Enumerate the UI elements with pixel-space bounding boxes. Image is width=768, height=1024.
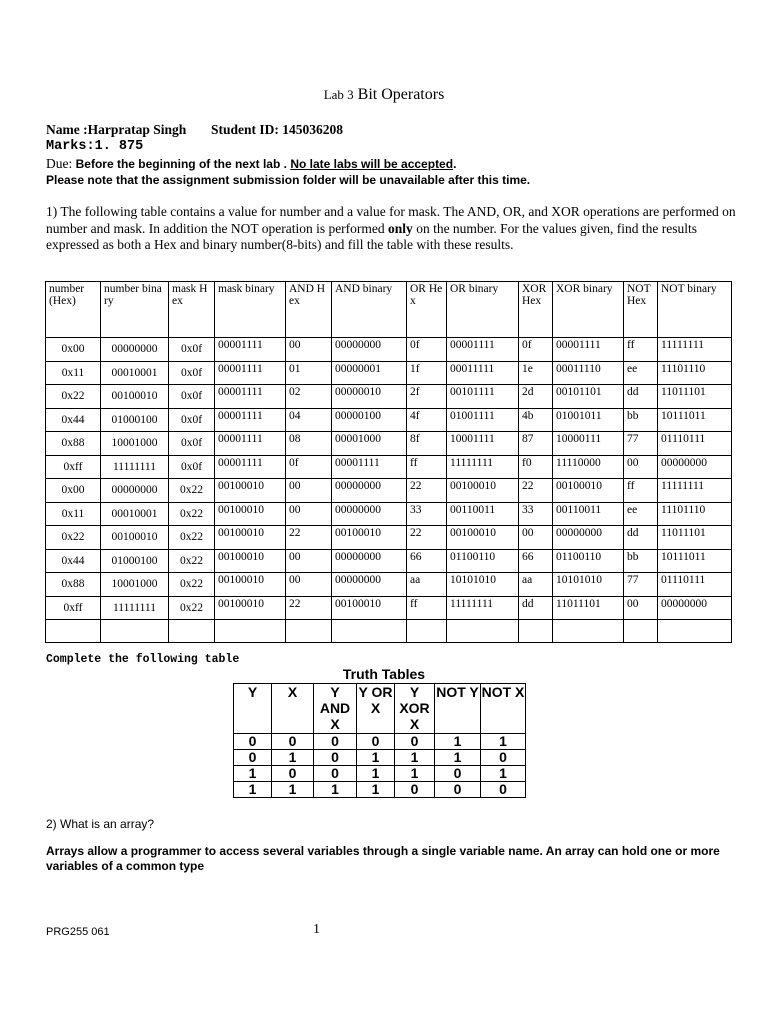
table-cell: 11111111 (101, 455, 169, 479)
table-row (46, 361, 732, 385)
table-cell: 0x11 (46, 361, 101, 385)
truth-table-cell: 1 (234, 766, 272, 782)
table-cell: 10001000 (101, 432, 169, 456)
table-cell: 22 (286, 596, 332, 620)
table-cell: 01000100 (101, 408, 169, 432)
table-cell: 0x00 (46, 479, 101, 503)
table-cell: 00 (519, 526, 553, 550)
table-cell (407, 620, 447, 643)
table-cell: 00001111 (215, 385, 286, 409)
table-cell: 00100010 (332, 596, 407, 620)
table-cell: 00 (286, 479, 332, 503)
table-row (46, 408, 732, 432)
table-cell: 00100010 (215, 526, 286, 550)
table-cell: 0x22 (169, 573, 215, 597)
table-cell: 00001111 (553, 338, 624, 362)
table-cell: ff (407, 455, 447, 479)
table-cell: aa (519, 573, 553, 597)
table-cell: 00100010 (215, 596, 286, 620)
table-cell: dd (624, 385, 658, 409)
table-cell: 2f (407, 385, 447, 409)
table-cell: 0xff (46, 455, 101, 479)
table-cell: 11101110 (658, 502, 732, 526)
table-cell: 2d (519, 385, 553, 409)
table-row (46, 596, 732, 620)
table-cell: 00101111 (447, 385, 519, 409)
truth-table-header: NOT Y (435, 684, 481, 734)
table-cell: 00011111 (447, 361, 519, 385)
table-cell: 10001000 (101, 573, 169, 597)
table-cell: 00001111 (215, 338, 286, 362)
truth-table-row (234, 750, 526, 766)
column-header: XOR Hex (519, 282, 553, 338)
answer-2: Arrays allow a programmer to access several variables through a single variable name. An array can hold one or more variables of a common type (46, 844, 720, 873)
table-cell: 4b (519, 408, 553, 432)
column-header: AND Hex (286, 282, 332, 338)
truth-table-cell: 1 (234, 782, 272, 798)
truth-table-cell: 1 (395, 766, 435, 782)
table-cell: 11111111 (658, 338, 732, 362)
table-cell: 1e (519, 361, 553, 385)
table-cell: 00010001 (101, 502, 169, 526)
table-cell: 10001111 (447, 432, 519, 456)
truth-table-cell: 1 (272, 750, 314, 766)
table-cell (332, 620, 407, 643)
table-cell: 0x22 (169, 549, 215, 573)
table-cell: bb (624, 549, 658, 573)
table-cell: 00100010 (215, 549, 286, 573)
table-cell: 01 (286, 361, 332, 385)
table-cell (447, 620, 519, 643)
table-cell: 00100010 (553, 479, 624, 503)
table-cell: 87 (519, 432, 553, 456)
column-header: mask Hex (169, 282, 215, 338)
table-cell: 0x0f (169, 385, 215, 409)
table-cell: 00001111 (215, 455, 286, 479)
table-row (46, 385, 732, 409)
truth-table-cell: 1 (435, 734, 481, 750)
table-cell: 02 (286, 385, 332, 409)
table-cell: 10111011 (658, 549, 732, 573)
truth-table-cell: 1 (357, 766, 395, 782)
table-cell: 00000100 (332, 408, 407, 432)
table-cell: 01001011 (553, 408, 624, 432)
table-row (46, 479, 732, 503)
table-cell: 00 (286, 549, 332, 573)
table-cell: 0f (286, 455, 332, 479)
truth-table (233, 683, 526, 798)
question-1: 1) The following table contains a value for number and a value for mask. The AND, OR, and XOR operations are performed on number and mask. In addition the NOT operation is performed only on the number. For the values given, find the results expressed as both a Hex and binary number(8-bits) and fill the table with these results. (46, 204, 736, 252)
table-cell (169, 620, 215, 643)
table-row (46, 432, 732, 456)
table-cell: 01110111 (658, 432, 732, 456)
table-cell: 11111111 (447, 455, 519, 479)
table-cell: 0x22 (46, 385, 101, 409)
truth-table-header: NOT X (481, 684, 526, 734)
table-row (46, 502, 732, 526)
title-main: Bit Operators (357, 86, 445, 103)
table-cell: 00000000 (332, 479, 407, 503)
table-cell: 10111011 (658, 408, 732, 432)
table-cell: ff (624, 479, 658, 503)
marks-value: 1. 875 (94, 139, 144, 154)
table-cell: ff (624, 338, 658, 362)
column-header: NOT binary (658, 282, 732, 338)
table-cell: 00000000 (658, 455, 732, 479)
truth-table-cell: 1 (357, 782, 395, 798)
truth-table-cell: 1 (481, 734, 526, 750)
table-cell: ff (407, 596, 447, 620)
table-cell: 22 (407, 479, 447, 503)
table-cell: 22 (519, 479, 553, 503)
table-cell: 0x0f (169, 455, 215, 479)
truth-table-cell: 1 (272, 782, 314, 798)
table-row (46, 549, 732, 573)
table-cell: 00000000 (332, 573, 407, 597)
bit-operations-table (45, 281, 732, 643)
table-cell: 00100010 (101, 526, 169, 550)
emphasis-only: only (388, 220, 413, 236)
column-header: OR Hex (407, 282, 447, 338)
student-id: 145036208 (282, 122, 344, 137)
table-cell: 04 (286, 408, 332, 432)
table-cell: 0x0f (169, 408, 215, 432)
name-label: Name : (46, 122, 88, 137)
table-cell: 00110011 (553, 502, 624, 526)
table-cell: 10101010 (553, 573, 624, 597)
table-cell: 01100110 (553, 549, 624, 573)
due-line: Due: Before the beginning of the next lab . No late labs will be accepted. (46, 156, 457, 171)
table-cell (101, 620, 169, 643)
table-cell: 00 (286, 338, 332, 362)
table-cell: 00100010 (215, 573, 286, 597)
truth-table-cell: 1 (481, 766, 526, 782)
table-cell (215, 620, 286, 643)
marks-line (46, 139, 143, 154)
table-cell: 0f (407, 338, 447, 362)
table-cell (286, 620, 332, 643)
table-cell: 00001000 (332, 432, 407, 456)
table-row (46, 573, 732, 597)
table-cell: 00000000 (332, 502, 407, 526)
table-cell: 00010001 (101, 361, 169, 385)
table-cell: 33 (407, 502, 447, 526)
due-label: Due: (46, 156, 73, 171)
table-cell: 0x0f (169, 361, 215, 385)
truth-table-cell: 0 (435, 766, 481, 782)
truth-table-cell: 0 (234, 734, 272, 750)
table-cell: 00001111 (215, 361, 286, 385)
truth-table-cell: 0 (481, 782, 526, 798)
student-id-label: Student ID: (211, 122, 279, 137)
truth-table-header: Y XOR X (395, 684, 435, 734)
submission-note: Please note that the assignment submission folder will be unavailable after this time. (46, 173, 531, 187)
truth-table-header: Y AND X (314, 684, 357, 734)
table-cell: ee (624, 502, 658, 526)
truth-table-cell: 0 (395, 782, 435, 798)
table-cell: 66 (407, 549, 447, 573)
table-cell: 0x11 (46, 502, 101, 526)
table-cell: 0x00 (46, 338, 101, 362)
table-cell: 00000000 (101, 338, 169, 362)
table-cell: 00000000 (553, 526, 624, 550)
table-cell: 00100010 (215, 502, 286, 526)
table-cell (46, 620, 101, 643)
column-header: XOR binary (553, 282, 624, 338)
table-cell: 00000000 (658, 596, 732, 620)
table-cell: 0x0f (169, 338, 215, 362)
truth-table-cell: 0 (435, 782, 481, 798)
truth-table-header: Y OR X (357, 684, 395, 734)
table-cell: 10000111 (553, 432, 624, 456)
table-cell: 00110011 (447, 502, 519, 526)
table-cell: 0x22 (169, 596, 215, 620)
column-header: number (Hex) (46, 282, 101, 338)
table-cell: 0f (519, 338, 553, 362)
table-cell: ee (624, 361, 658, 385)
table-cell: 08 (286, 432, 332, 456)
table-cell: dd (519, 596, 553, 620)
truth-table-cell: 1 (314, 782, 357, 798)
truth-table-cell: 1 (395, 750, 435, 766)
truth-table-cell: 0 (234, 750, 272, 766)
truth-table-cell: 0 (481, 750, 526, 766)
table-cell: 01100110 (447, 549, 519, 573)
table-cell: 00100010 (101, 385, 169, 409)
table-cell: 0x44 (46, 549, 101, 573)
table-cell: 11110000 (553, 455, 624, 479)
truth-table-row (234, 782, 526, 798)
table-cell: 22 (407, 526, 447, 550)
student-name: Harpratap Singh (87, 122, 187, 137)
table-cell: 10101010 (447, 573, 519, 597)
truth-table-cell: 0 (314, 734, 357, 750)
footer-course: PRG255 061 (46, 926, 110, 938)
truth-table-cell: 0 (314, 766, 357, 782)
column-header: OR binary (447, 282, 519, 338)
truth-table-cell: 0 (314, 750, 357, 766)
due-text: Before the beginning of the next lab . (75, 157, 287, 171)
table-cell: 0x22 (169, 502, 215, 526)
table-cell: aa (407, 573, 447, 597)
table-cell: 01110111 (658, 573, 732, 597)
table-cell: 00 (624, 455, 658, 479)
table-cell: 01001111 (447, 408, 519, 432)
table-cell: 0x22 (169, 526, 215, 550)
table-cell: 00100010 (447, 479, 519, 503)
question-2: 2) What is an array? (46, 817, 155, 831)
truth-table-header-row (234, 684, 526, 734)
table-row (46, 526, 732, 550)
page-title (0, 86, 768, 104)
column-header: AND binary (332, 282, 407, 338)
table-cell: 0xff (46, 596, 101, 620)
title-prefix: Lab 3 (323, 87, 354, 102)
truth-table-row (234, 734, 526, 750)
truth-table-title: Truth Tables (342, 666, 426, 682)
table-cell: 00000000 (101, 479, 169, 503)
table-cell: 0x22 (169, 479, 215, 503)
table-cell: 22 (286, 526, 332, 550)
table-cell: 01000100 (101, 549, 169, 573)
table-cell: 11101110 (658, 361, 732, 385)
table-cell: 00000000 (332, 338, 407, 362)
truth-table-cell: 0 (395, 734, 435, 750)
table-header-row (46, 282, 732, 338)
table-cell: 00011110 (553, 361, 624, 385)
truth-table-cell: 0 (357, 734, 395, 750)
table-cell: 8f (407, 432, 447, 456)
truth-table-header: X (272, 684, 314, 734)
table-cell (519, 620, 553, 643)
truth-table-row (234, 766, 526, 782)
table-cell: 00 (286, 502, 332, 526)
table-cell: 00 (624, 596, 658, 620)
truth-table-cell: 0 (272, 766, 314, 782)
table-row (46, 338, 732, 362)
table-cell: dd (624, 526, 658, 550)
table-cell: 00001111 (215, 408, 286, 432)
table-cell: 0x22 (46, 526, 101, 550)
table-cell: 00000000 (332, 549, 407, 573)
table-cell: 77 (624, 573, 658, 597)
table-cell (658, 620, 732, 643)
table-cell: 00100010 (215, 479, 286, 503)
table-cell: 4f (407, 408, 447, 432)
truth-table-header: Y (234, 684, 272, 734)
table-cell: bb (624, 408, 658, 432)
table-cell: 00100010 (332, 526, 407, 550)
table-cell: 33 (519, 502, 553, 526)
table-cell: 11111111 (447, 596, 519, 620)
student-line (46, 122, 343, 138)
column-header: number binary (101, 282, 169, 338)
table-cell: 00101101 (553, 385, 624, 409)
table-cell (553, 620, 624, 643)
complete-instruction: Complete the following table (46, 653, 240, 666)
table-cell: 0x88 (46, 573, 101, 597)
table-cell: 77 (624, 432, 658, 456)
table-cell: 0x44 (46, 408, 101, 432)
due-warning: No late labs will be accepted (290, 157, 454, 171)
table-cell: 00 (286, 573, 332, 597)
table-cell: f0 (519, 455, 553, 479)
table-row (46, 455, 732, 479)
table-cell: 00100010 (447, 526, 519, 550)
table-cell: 00000010 (332, 385, 407, 409)
table-cell: 00001111 (332, 455, 407, 479)
table-empty-row (46, 620, 732, 643)
table-cell: 11011101 (553, 596, 624, 620)
table-cell (624, 620, 658, 643)
truth-table-cell: 1 (357, 750, 395, 766)
column-header: NOT Hex (624, 282, 658, 338)
table-cell: 11111111 (101, 596, 169, 620)
table-cell: 11011101 (658, 385, 732, 409)
table-cell: 0x88 (46, 432, 101, 456)
table-cell: 00001111 (215, 432, 286, 456)
table-cell: 00000001 (332, 361, 407, 385)
table-cell: 66 (519, 549, 553, 573)
page-number: 1 (313, 922, 320, 937)
column-header: mask binary (215, 282, 286, 338)
table-cell: 00001111 (447, 338, 519, 362)
table-cell: 11011101 (658, 526, 732, 550)
marks-label: Marks: (46, 139, 95, 154)
truth-table-cell: 1 (435, 750, 481, 766)
table-cell: 11111111 (658, 479, 732, 503)
table-cell: 0x0f (169, 432, 215, 456)
table-cell: 1f (407, 361, 447, 385)
truth-table-cell: 0 (272, 734, 314, 750)
